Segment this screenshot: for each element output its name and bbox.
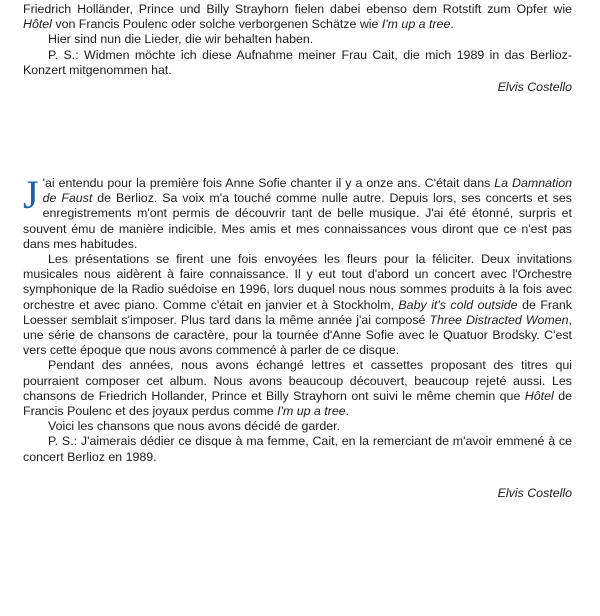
french-text-block (23, 172, 573, 501)
french-paragraph-4: Voici les chansons que nous avons décidé de garder. (48, 419, 341, 434)
french-paragraph-3: Pendant des années, nous avons échangé lettres et cassettes proposant des titres qui pourraient composer cet album. Nous avons beaucoup découvert, beaucoup rejeté aussi. Les chansons de Friedrich Hollander, Prince et Billy Strayhorn ont suivi le même chemin que Hôtel de Francis Poulenc et des joyaux perdus comme I'm up a tree. (23, 358, 572, 419)
german-paragraph-1: Friedrich Holländer, Prince und Billy Strayhorn fielen dabei ebenso dem Rotstift zum Opfer wie Hôtel von Francis Poulenc oder solche verborgenen Schätze wie I'm up a tree. (23, 2, 572, 32)
french-paragraph-1: J 'ai entendu pour la première fois Anne Sofie chanter il y a onze ans. C'était dans La Damnation de Faust de Berlioz. Sa voix m'a touché comme nulle autre. Depuis lors, ses concerts et ses enregistrements m'ont permis de découvrir tant de belle musique. J'ai été étonné, surpris et souvent ému de manière indicible. Mes amis et mes connaissances vous diront que ce n'est pas dans mes habitudes. (23, 172, 572, 251)
german-text-block (23, 2, 572, 95)
german-paragraph-2: Hier sind nun die Lieder, die wir behalten haben. (48, 32, 314, 47)
french-signature: Elvis Costello (497, 485, 572, 500)
drop-cap: J (23, 172, 39, 217)
german-postscript: P. S.: Widmen möchte ich diese Aufnahme meiner Frau Cait, die mich 1989 in das Berlioz-Konzert mitgenommen hat. (23, 47, 572, 77)
german-signature: Elvis Costello (497, 80, 572, 95)
french-postscript: P. S.: J'aimerais dédier ce disque à ma femme, Cait, en la remerciant de m'avoir emmené à ce concert Berlioz en 1989. (23, 434, 572, 464)
french-paragraph-2: Les présentations se firent une fois envoyées les fleurs pour la féliciter. Deux invitations musicales nous aidèrent à faire connaissance. Il y eut tout d'abord un concert avec l'Orchestre symphonique de la Radio suédoise en 1996, lors duquel nous nous sommes produits à la fois avec orchestre et avec piano. Comme c'était en janvier et à Stockholm, Baby it's cold outside de Frank Loesser semblait s'imposer. Plus tard dans la même année j'ai composé Three Distracted Women, une série de chansons de caractère, pour la tournée d'Anne Sofie avec le Quatuor Brodsky. C'est vers cette époque que nous avons commencé à parler de ce disque. (23, 252, 573, 358)
